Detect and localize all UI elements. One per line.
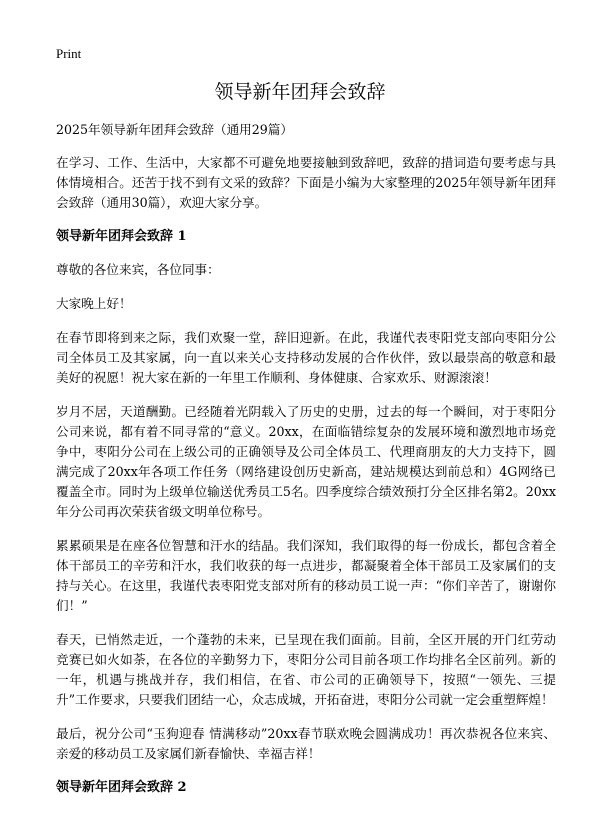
paragraph-spring: 春天，已悄然走近，一个蓬勃的未来，已呈现在我们面前。目前，全区开展的开门红劳动竞赛已如火如荼，在各位的辛勤努力下，枣阳分公司目前各项工作均排名全区前列。新的一年，机遇与挑战并存，我们相信，在省、市公司的正确领导下，按照“一领先、三提升”工作要求，只要我们团结一心，众志成城，开拓奋进，枣阳分公司就一定会重塑辉煌！ (56, 632, 556, 707)
page-title: 领导新年团拜会致辞 (214, 81, 386, 103)
section-heading-2: 领导新年团拜会致辞 2 (56, 780, 187, 795)
paragraph-festival: 在春节即将到来之际，我们欢聚一堂，辞旧迎新。在此，我谨代表枣阳党支部向枣阳分公司全体员工及其家属，向一直以来关心支持移动发展的合作伙伴，致以最崇高的敬意和最美好的祝愿！祝大家在新的一年里工作顺利、身体健康、合家欢乐、财源滚滚！ (56, 330, 556, 385)
print-link[interactable]: Print (56, 46, 82, 61)
section-heading-1: 领导新年团拜会致辞 1 (56, 229, 187, 244)
article-body (56, 120, 556, 811)
paragraph-achievements: 岁月不居，天道酬勤。已经随着光阴载入了历史的史册，过去的每一个瞬间，对于枣阳分公司来说，都有着不同寻常的“意义。20xx，在面临错综复杂的发展环境和激烈地市场竞争中，枣阳分公司在上级公司的正确领导及公司全体员工、代理商朋友的大力支持下，圆满完成了20xx年各项工作任务（网络建设创历史新高，建站规模达到前总和）4G网络已覆盖全市。同时为上级单位输送优秀员工5名。四季度综合绩效预打分全区排名第2。20xx年分公司再次荣获省级文明单位称号。 (56, 404, 556, 519)
paragraph-gratitude: 累累硕果是在座各位智慧和汗水的结晶。我们深知，我们取得的每一份成长，都包含着全体干部员工的辛劳和汗水，我们收获的每一点进步，都凝聚着全体干部员工及家属们的支持与关心。在这里，我谨代表枣阳党支部对所有的移动员工说一声：“你们辛苦了，谢谢你们！” (56, 538, 556, 613)
article-subtitle: 2025年领导新年团拜会致辞（通用29篇） (56, 122, 293, 137)
paragraph-closing: 最后，祝分公司“玉狗迎春 情满移动”20xx春节联欢晚会圆满成功！再次恭祝各位来宾、亲爱的移动员工及家属们新春愉快、幸福吉祥！ (56, 726, 556, 761)
paragraph-greeting: 尊敬的各位来宾，各位同事： (56, 262, 220, 277)
intro-paragraph: 在学习、工作、生活中，大家都不可避免地要接触到致辞吧，致辞的措词造句要考虑与具体情境相合。还苦于找不到有文采的致辞？下面是小编为大家整理的2025年领导新年团拜会致辞（通用30篇），欢迎大家分享。 (56, 155, 556, 210)
paragraph-evening: 大家晚上好！ (56, 296, 132, 311)
